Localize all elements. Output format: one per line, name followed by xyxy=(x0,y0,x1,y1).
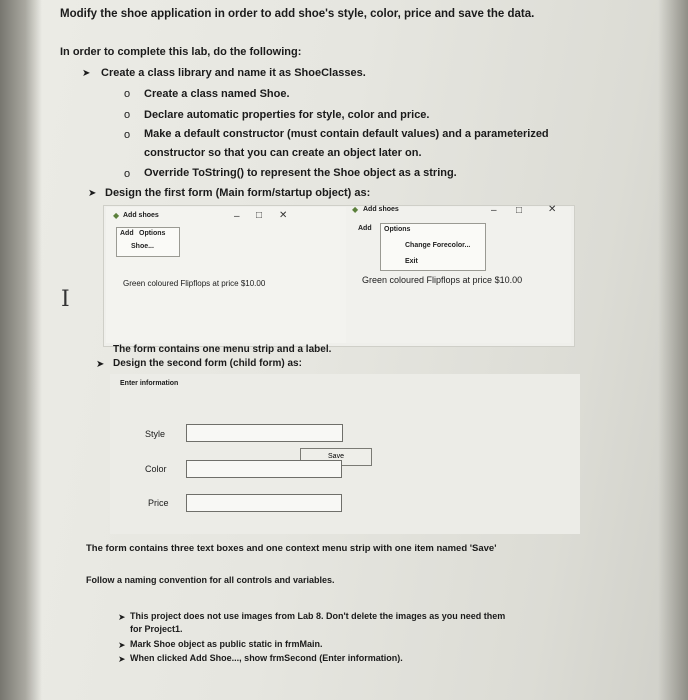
arrow-bullet-icon: ➤ xyxy=(118,640,126,650)
menu-options[interactable]: Options xyxy=(384,226,411,233)
style-textbox[interactable] xyxy=(187,426,342,442)
app-icon: ◆ xyxy=(113,211,120,220)
page-shadow-left xyxy=(0,0,42,700)
form1-right-window xyxy=(346,204,571,343)
style-input[interactable] xyxy=(186,424,343,442)
color-label: Color xyxy=(145,464,167,474)
price-label: Price xyxy=(148,498,169,508)
arrow-bullet-icon: ➤ xyxy=(82,68,91,79)
menu-add[interactable]: Add xyxy=(120,230,134,237)
close-icon[interactable]: ✕ xyxy=(279,210,288,221)
price-input[interactable] xyxy=(186,494,342,512)
circle-bullet-icon: o xyxy=(124,109,131,121)
options-menu-dropdown xyxy=(380,223,486,271)
style-label: Style xyxy=(145,429,166,439)
maximize-icon[interactable]: □ xyxy=(516,205,523,216)
step-create-class: Create a class named Shoe. xyxy=(144,88,290,100)
note-images: This project does not use images from Lab 8. Don't delete the images as you need them xyxy=(130,611,506,621)
arrow-bullet-icon: ➤ xyxy=(96,359,105,370)
price-textbox[interactable] xyxy=(187,496,341,512)
note-public-static: Mark Shoe object as public static in frmMain. xyxy=(130,639,323,649)
intro-text: In order to complete this lab, do the following: xyxy=(60,46,302,58)
window-title: Add shoes xyxy=(363,206,399,213)
menu-item-change-forecolor[interactable]: Change Forecolor... xyxy=(405,242,471,249)
step-constructor: Make a default constructor (must contain default values) and a parameterized xyxy=(144,128,549,140)
maximize-icon[interactable]: □ xyxy=(256,210,263,221)
menu-add[interactable]: Add xyxy=(358,225,372,232)
naming-convention: Follow a naming convention for all controls and variables. xyxy=(86,575,335,585)
form1-caption: The form contains one menu strip and a label. xyxy=(113,344,332,355)
menu-item-shoe[interactable]: Shoe... xyxy=(131,243,154,250)
form2-title: Enter information xyxy=(120,380,179,387)
text-cursor-icon: I xyxy=(61,287,70,312)
arrow-bullet-icon: ➤ xyxy=(118,612,126,622)
step-declare-properties: Declare automatic properties for style, color and price. xyxy=(144,109,430,121)
menu-item-exit[interactable]: Exit xyxy=(405,258,418,265)
form1-left-window xyxy=(106,207,346,343)
arrow-bullet-icon: ➤ xyxy=(118,654,126,664)
color-textbox[interactable] xyxy=(187,462,341,478)
step-override-tostring: Override ToString() to represent the Shoe object as a string. xyxy=(144,167,457,179)
page-heading: Modify the shoe application in order to add shoe's style, color, price and save the data. xyxy=(60,8,535,20)
minimize-icon[interactable]: – xyxy=(491,205,497,216)
add-menu-dropdown xyxy=(116,227,180,257)
form2-caption: The form contains three text boxes and one context menu strip with one item named 'Save' xyxy=(86,543,497,554)
step-create-library: Create a class library and name it as ShoeClasses. xyxy=(101,67,366,79)
design-second-form: Design the second form (child form) as: xyxy=(113,358,302,369)
app-icon: ◆ xyxy=(352,205,359,214)
close-icon[interactable]: ✕ xyxy=(548,204,557,215)
shoe-label: Green coloured Flipflops at price $10.00 xyxy=(362,275,523,285)
step-constructor-continued: constructor so that you can create an object later on. xyxy=(144,147,422,159)
note-show-frmsecond: When clicked Add Shoe..., show frmSecond (Enter information). xyxy=(130,653,403,663)
minimize-icon[interactable]: – xyxy=(234,211,240,222)
circle-bullet-icon: o xyxy=(124,129,131,141)
step-design-first-form: Design the first form (Main form/startup object) as: xyxy=(105,187,371,199)
save-menu-item[interactable]: Save xyxy=(300,448,372,466)
circle-bullet-icon: o xyxy=(124,88,131,100)
note-images-continued: for Project1. xyxy=(130,624,183,634)
circle-bullet-icon: o xyxy=(124,168,131,180)
page-shadow-right xyxy=(658,0,688,700)
arrow-bullet-icon: ➤ xyxy=(88,188,97,199)
window-title: Add shoes xyxy=(123,212,159,219)
color-input[interactable] xyxy=(186,460,342,478)
form2-screenshot-panel xyxy=(110,374,580,534)
shoe-label: Green coloured Flipflops at price $10.00 xyxy=(123,279,266,288)
menu-options[interactable]: Options xyxy=(139,230,166,237)
